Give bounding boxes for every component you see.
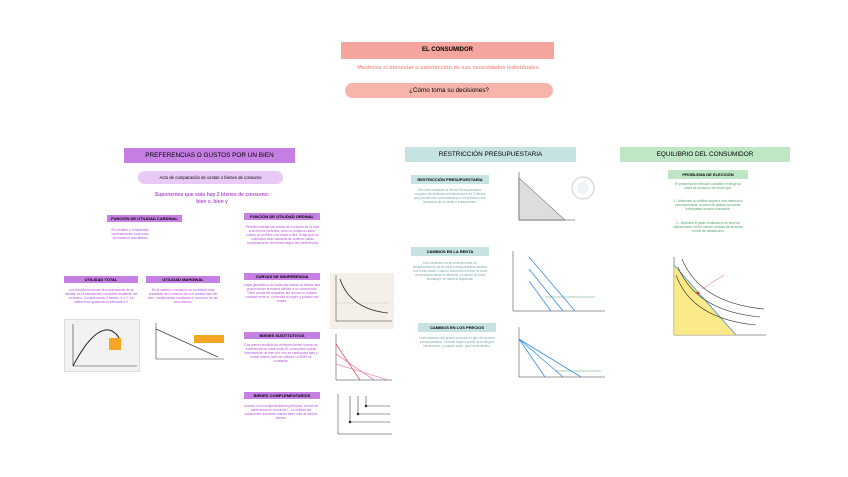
curvas-title: CURVAS DE INDIFERENCIA — [244, 273, 320, 280]
sustitutivos-title: BIENES SUSTITUTIVOS — [244, 332, 320, 339]
problema-text-1: El problema de elección consiste en elegir su cesta de consumo de modo que: — [674, 182, 742, 191]
utilidad-total-curve — [65, 320, 141, 373]
root-title: EL CONSUMIDOR — [341, 42, 554, 59]
marginal-title: UTILIDAD MARGINAL — [146, 276, 220, 283]
curvas-indiferencia-curve — [330, 273, 394, 329]
preferencias-title: PREFERENCIAS O GUSTOS POR UN BIEN — [124, 148, 295, 163]
marginal-text: Es el cambio o variación en la utilidad total resultante del consumo de una unidad más del bien, manteniendo constante el consumo de los otros bienes. — [148, 288, 218, 305]
rp-text: Se mide mediante la Recta Presupuestaria, conjunto de distintas combinaciones de 2 bienes que pueden ser consumidas por un individuo con limitación de su renta o presupuesto. — [414, 188, 486, 205]
precios-text: Una variación del precio provoca un giro de la recta presupuestaria. Cuando baja el precio la recta gira hacia fuera, y cuando sube, gira hacia dentro. — [419, 336, 495, 349]
renta-lines — [505, 249, 609, 319]
precios-graph — [505, 325, 609, 383]
sustitutivos-lines — [330, 332, 394, 386]
precios-title: CAMBIOS EN LOS PRECIOS — [418, 323, 496, 332]
ordinal-text: Permite ordenar las cestas de consumo de la más a la menos preferida, pero no podemos saber cuánto se prefiere una cesta a otra. Exige que los individuos sean capaces de ordenar varias combinaciones de bienes según las preferencias — [245, 225, 320, 246]
precios-lines — [505, 325, 609, 383]
total-text: Los individuos buscan la maximización de la utilidad, es la satisfacción completa resultante del consumo. Consideramos 2 bienes: X e Y. La obtenemos igualando la derivada a 0 — [64, 288, 138, 305]
restriccion-title: RESTRICCIÓN PRESUPUESTARIA — [405, 147, 576, 162]
complementarios-text: Cuando son complementarios perfectos, curvas de indiferencia en forma de L. La utilidad del consumidor aumenta cuando tiene más de ambos bienes. — [243, 404, 319, 421]
sustitutivos-graph — [330, 332, 394, 386]
cardinal-text: Es medible y comparable cardinalmente. economía información cuantitativa — [111, 228, 149, 241]
root-subtitle: Maximiza el bienestar o satisfacción de sus necesidades individuales — [357, 65, 539, 71]
complementarios-graph — [330, 392, 396, 440]
rp-title: RESTRICCIÓN PRESUPUESTARIA — [411, 175, 489, 184]
renta-title: CAMBIOS EN LA RENTA — [411, 247, 489, 256]
complementarios-title: BIENES COMPLEMENTARIOS — [244, 392, 320, 399]
preferencias-supuesto: Suponemos que solo hay 2 bienes de consumo: bien x, bien y — [154, 192, 270, 205]
renta-graph — [505, 249, 609, 319]
equilibrio-chart — [656, 255, 786, 345]
preferencias-acto: Acto de comparación de cestas o bienes de consumo — [138, 171, 283, 184]
ordinal-title: FUNCIÓN DE UTILIDAD ORDINAL — [244, 213, 320, 220]
equilibrio-title: EQUILIBRIO DEL CONSUMIDOR — [620, 147, 790, 162]
utilidad-marginal-curve — [148, 321, 226, 369]
problema-text-3: 2.- Minimice el gasto realizado a un nivel de utilidad dado: forma menos costosa de alcanzar ll nivel de satisfacción — [672, 221, 743, 234]
renta-text: Una variación en la renta provoca un desplazamiento de la recta presupuestaria paralelo a la recta inicial. Cuando aumenta la renta, la recta se desplaza hacia la derecha, y cuando la renta disminuye se hacia la izquierda. — [412, 261, 488, 282]
rp-triangle — [515, 170, 597, 238]
equilibrio-graph — [656, 255, 786, 345]
sustitutivos-text: Dos bienes sustitutivos perfectos tienen curvas de indiferencia en línea recta: El consumidor puede intercambiar un bien por otro en cantidades fijas y recibir mismo nivel de utilidad. La RMS es constante. — [244, 343, 318, 364]
utilidad-marginal-graph — [148, 321, 226, 369]
complementarios-curves — [330, 392, 396, 440]
utilidad-total-graph — [64, 319, 140, 372]
root-question: ¿Cómo toma su decisiones? — [345, 83, 553, 98]
curvas-indiferencia-graph — [330, 273, 394, 329]
cardinal-title: FUNCIÓN DE UTILIDAD CARDINAL — [107, 215, 182, 222]
problema-title: PROBLEMA DE ELECCIÓN — [668, 170, 748, 179]
problema-text-2: 1.- Maximice su utilidad sujeta a una restricción presupuestaria: la suma de gastos no puede sobrepasar la renta monetaria. — [673, 199, 743, 212]
curvas-text: Lugar geométrico de todas las cestas de bienes que proporcionan la misma utilidad a un consumidor. Tiene pendiente negativa, las curvas no pueden cortarse entre sí, convexas al origen y pueden ser rectas. — [243, 283, 321, 304]
rp-graph — [515, 170, 597, 238]
total-title: UTILIDAD TOTAL — [64, 276, 138, 283]
